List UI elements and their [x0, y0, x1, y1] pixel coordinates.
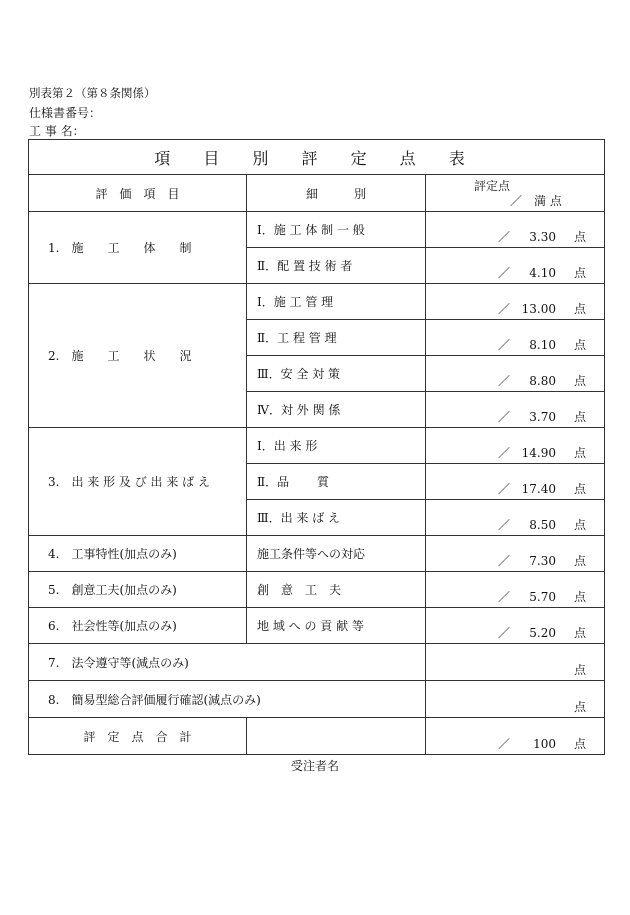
score-cell	[426, 572, 605, 608]
score-cell	[426, 392, 605, 428]
max-score	[498, 228, 586, 245]
column-header-score-bottom: ／ 満 点	[510, 194, 562, 208]
score-slash: ／	[498, 554, 511, 568]
detail-label: Ⅰ．施 工 体 制 一 般	[247, 212, 426, 248]
max-score	[498, 372, 586, 389]
score-unit: 点	[574, 626, 587, 640]
max-score	[498, 408, 586, 425]
project-name-label: 工 事 名：	[29, 124, 85, 138]
table-row	[29, 572, 605, 608]
spec-number-label: 仕様書番号：	[29, 106, 102, 120]
form-number: 別表第２（第８条関係）	[29, 86, 156, 100]
max-score	[498, 480, 586, 497]
detail-label: Ⅱ．品 質	[247, 464, 426, 500]
score-cell	[426, 212, 605, 248]
total-label: 評 定 点 合 計	[29, 718, 247, 755]
score-unit: 点	[574, 482, 587, 496]
max-score-value: 5.70	[529, 590, 557, 604]
score-slash: ／	[498, 518, 511, 532]
deduction-item-label: 8. 簡易型総合評価履行確認(減点のみ)	[29, 681, 426, 718]
column-header-score-top: 評定点	[474, 179, 511, 193]
max-score-value: 13.00	[521, 302, 557, 316]
detail-label: Ⅰ．出 来 形	[247, 428, 426, 464]
score-unit: 点	[574, 374, 587, 388]
column-header-item: 評 価 項 目	[29, 175, 247, 212]
table-row	[29, 428, 605, 464]
score-cell	[426, 248, 605, 284]
total-row	[29, 718, 605, 755]
score-cell	[426, 608, 605, 644]
max-score	[498, 300, 586, 317]
table-title: 項 目 別 評 定 点 表	[29, 140, 605, 175]
max-score-value: 3.30	[529, 230, 557, 244]
detail-label: Ⅲ．出 来 ば え	[247, 500, 426, 536]
deduction-item-label: 7. 法令遵守等(減点のみ)	[29, 644, 426, 681]
score-table	[28, 139, 605, 755]
column-header-score	[426, 175, 605, 212]
detail-label: Ⅱ．配 置 技 術 者	[247, 248, 426, 284]
score-slash: ／	[498, 230, 511, 244]
score-unit: 点	[574, 700, 587, 714]
table-row	[29, 644, 605, 681]
score-unit: 点	[574, 230, 587, 244]
detail-label: 施工条件等への対応	[247, 536, 426, 572]
max-score	[498, 516, 586, 533]
score-cell	[426, 428, 605, 464]
max-score-value: 100	[533, 737, 557, 751]
max-score-value: 17.40	[521, 482, 557, 496]
score-unit: 点	[574, 663, 587, 677]
score-cell	[426, 284, 605, 320]
score-slash: ／	[498, 446, 511, 460]
max-score-value: 3.70	[529, 410, 557, 424]
max-score	[498, 588, 586, 605]
max-score-value: 8.10	[529, 338, 557, 352]
detail-label: Ⅱ．工 程 管 理	[247, 320, 426, 356]
score-slash: ／	[498, 266, 511, 280]
score-unit: 点	[574, 554, 587, 568]
score-slash: ／	[498, 590, 511, 604]
detail-label: Ⅰ．施 工 管 理	[247, 284, 426, 320]
table-row	[29, 681, 605, 718]
evaluation-item-label: 4. 工事特性(加点のみ)	[29, 536, 247, 572]
detail-label: 地 域 へ の 貢 献 等	[247, 608, 426, 644]
score-cell	[426, 681, 605, 718]
score-slash: ／	[498, 410, 511, 424]
score-unit: 点	[574, 518, 587, 532]
contractor-name-label: 受注者名	[290, 759, 339, 773]
detail-label: Ⅲ．安 全 対 策	[247, 356, 426, 392]
evaluation-item-label: 3. 出 来 形 及 び 出 来 ば え	[29, 428, 247, 536]
score-cell	[426, 356, 605, 392]
evaluation-item-label: 6. 社会性等(加点のみ)	[29, 608, 247, 644]
score-slash: ／	[498, 338, 511, 352]
score-slash: ／	[498, 374, 511, 388]
score-slash: ／	[498, 737, 511, 751]
column-header-detail: 細 別	[247, 175, 426, 212]
score-cell	[426, 644, 605, 681]
total-detail-blank	[247, 718, 426, 755]
max-score	[498, 444, 586, 461]
score-slash: ／	[498, 302, 511, 316]
score-cell	[426, 464, 605, 500]
detail-label: 創 意 工 夫	[247, 572, 426, 608]
max-score-value: 8.50	[529, 518, 557, 532]
max-score	[498, 735, 586, 752]
max-score	[498, 336, 586, 353]
max-score-value: 4.10	[529, 266, 557, 280]
max-score-value: 5.20	[529, 626, 557, 640]
score-unit: 点	[574, 446, 587, 460]
evaluation-item-label: 2. 施 工 状 況	[29, 284, 247, 428]
evaluation-item-label: 5. 創意工夫(加点のみ)	[29, 572, 247, 608]
table-row	[29, 608, 605, 644]
score-unit: 点	[574, 737, 587, 751]
table-row	[29, 536, 605, 572]
score-slash: ／	[498, 626, 511, 640]
max-score-value: 7.30	[529, 554, 557, 568]
score-cell	[426, 320, 605, 356]
max-score	[498, 264, 586, 281]
score-unit: 点	[574, 590, 587, 604]
max-score	[498, 552, 586, 569]
table-row	[29, 284, 605, 320]
detail-label: Ⅳ．対 外 関 係	[247, 392, 426, 428]
max-score-value: 14.90	[521, 446, 557, 460]
table-row	[29, 212, 605, 248]
score-unit: 点	[574, 338, 587, 352]
evaluation-item-label: 1. 施 工 体 制	[29, 212, 247, 284]
score-cell	[426, 718, 605, 755]
score-unit: 点	[574, 302, 587, 316]
score-cell	[426, 536, 605, 572]
score-unit: 点	[574, 266, 587, 280]
max-score-value: 8.80	[529, 374, 557, 388]
score-slash: ／	[498, 482, 511, 496]
max-score	[498, 624, 586, 641]
score-unit: 点	[574, 410, 587, 424]
score-cell	[426, 500, 605, 536]
